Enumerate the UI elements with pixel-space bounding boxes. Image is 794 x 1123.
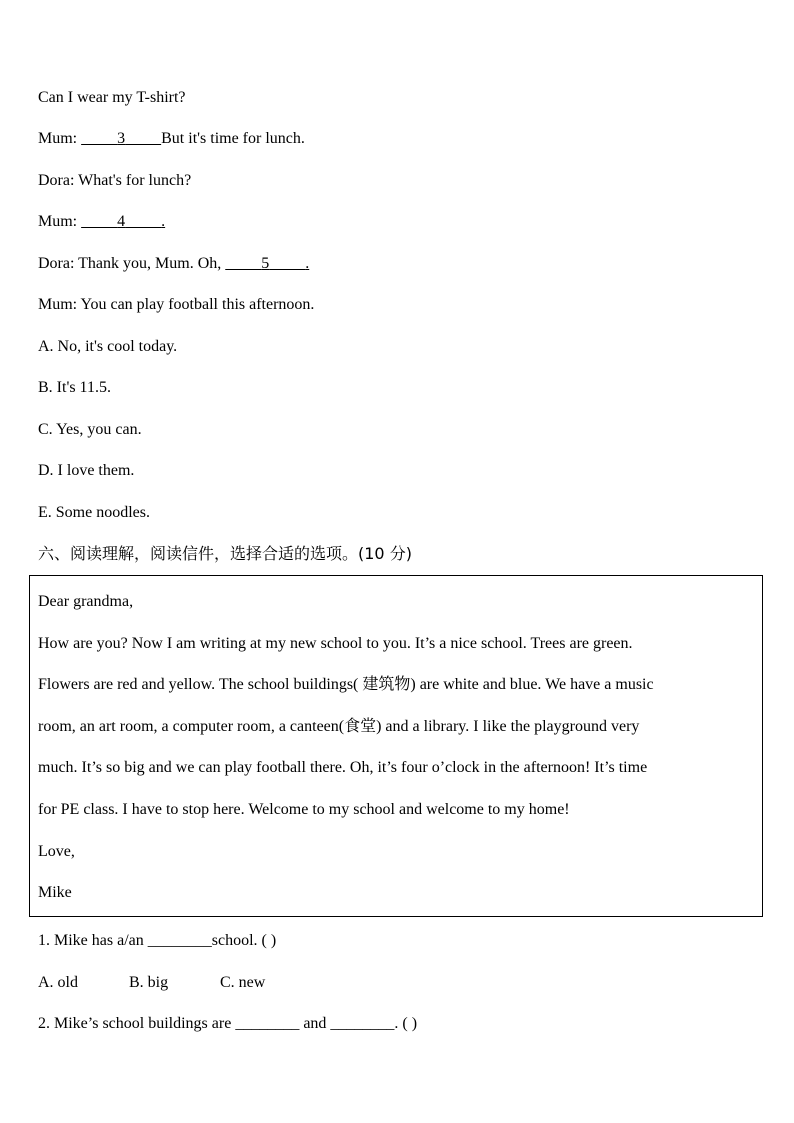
- letter-line: for PE class. I have to stop here. Welcome to my school and welcome to my home!: [38, 801, 570, 818]
- option-a: A. No, it's cool today.: [38, 338, 178, 355]
- question-text: school. ( ): [211, 932, 277, 949]
- letter-line: Flowers are red and yellow. The school buildings( 建筑物) are white and blue. We have a music: [38, 676, 654, 693]
- question-blank[interactable]: ________: [235, 1015, 300, 1032]
- letter-line: room, an art room, a computer room, a canteen(食堂) and a library. I like the playground very: [38, 718, 640, 735]
- option-d: D. I love them.: [38, 462, 135, 479]
- choice-b[interactable]: B. big: [129, 974, 169, 991]
- section-heading: 六、阅读理解，阅读信件，选择合适的选项。(10 分): [38, 544, 412, 563]
- dialogue-line-5: [38, 254, 309, 274]
- speaker: Dora: Thank you, Mum. Oh,: [38, 255, 222, 272]
- question-1: [38, 931, 276, 951]
- question-text: and: [299, 1015, 331, 1032]
- dialogue-line-4: [38, 212, 165, 232]
- option-b: B. It's 11.5.: [38, 379, 111, 396]
- option-e: E. Some noodles.: [38, 504, 150, 521]
- answer-blank-3[interactable]: 3: [117, 130, 126, 147]
- letter-line: How are you? Now I am writing at my new school to you. It’s a nice school. Trees are green.: [38, 635, 633, 652]
- dialogue-text: But it's time for lunch.: [161, 130, 305, 147]
- choice-c[interactable]: C. new: [220, 974, 266, 991]
- speaker: Mum:: [38, 213, 78, 230]
- dialogue-line-1: Can I wear my T-shirt?: [38, 89, 186, 106]
- question-2: [38, 1014, 417, 1034]
- letter-line: much. It’s so big and we can play football there. Oh, it’s four o’clock in the afternoon! It’s time: [38, 759, 648, 776]
- question-blank[interactable]: ________: [330, 1015, 395, 1032]
- question-text: 1. Mike has a/an: [38, 932, 148, 949]
- choice-a[interactable]: A. old: [38, 974, 78, 991]
- dialogue-line-3: Dora: What's for lunch?: [38, 172, 192, 189]
- dialogue-line-6: Mum: You can play football this afternoon.: [38, 296, 315, 313]
- speaker: Mum:: [38, 130, 78, 147]
- option-c: C. Yes, you can.: [38, 421, 142, 438]
- question-text: 2. Mike’s school buildings are: [38, 1015, 236, 1032]
- letter-box: [29, 575, 763, 917]
- dialogue-line-2: [38, 129, 305, 149]
- letter-signature: Mike: [38, 884, 72, 901]
- answer-blank-5[interactable]: 5 .: [261, 255, 310, 272]
- question-blank[interactable]: ________: [147, 932, 212, 949]
- answer-blank-4[interactable]: 4 .: [117, 213, 166, 230]
- letter-greeting: Dear grandma,: [38, 593, 134, 610]
- question-text: . ( ): [394, 1015, 418, 1032]
- letter-closing: Love,: [38, 843, 75, 860]
